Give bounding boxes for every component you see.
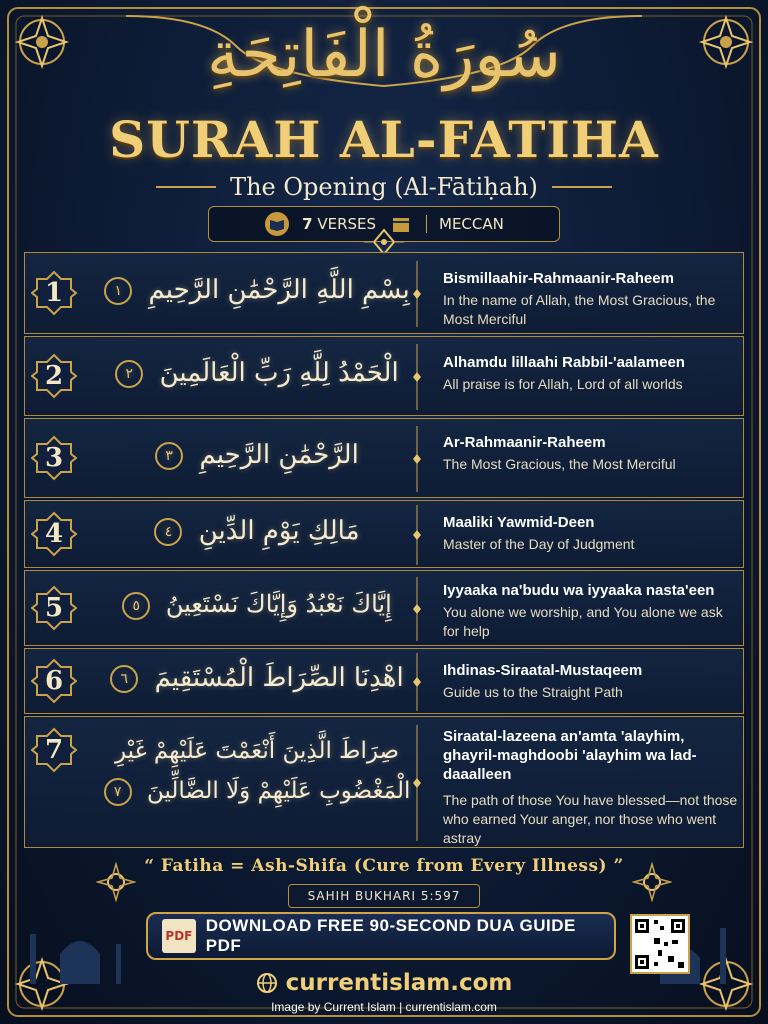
qr-code-icon[interactable] — [630, 914, 690, 974]
ayah-marker: ٧ — [104, 778, 132, 806]
subtitle: The Opening (Al-Fātiḥah) — [230, 173, 538, 201]
pdf-icon: PDF — [162, 919, 196, 953]
book-icon — [264, 211, 290, 237]
verse-transliteration: Siraatal-lazeena an'amta 'alayhim, ghayril-maghdoobi 'alayhim wa lad-daaalleen — [443, 728, 697, 783]
verse-translation: In the name of Allah, the Most Gracious, the Most Merciful — [443, 292, 716, 327]
ayah-marker: ١ — [104, 277, 132, 305]
verse-row-5 — [24, 570, 744, 646]
verse-translation: The path of those You have blessed—not those who earned Your anger, nor those who went astray — [443, 792, 738, 846]
verse-divider-icon — [413, 505, 421, 565]
download-pdf-button[interactable] — [146, 912, 616, 960]
verse-transliteration: Iyyaaka na'budu wa iyyaaka nasta'een — [443, 582, 715, 599]
verse-arabic: الْحَمْدُ لِلَّهِ رَبِّ الْعَالَمِينَ ٢ — [97, 358, 417, 388]
subtitle-divider-left — [156, 186, 216, 188]
title-arabic: سُورَةُ الْفَاتِحَةِ — [206, 18, 562, 92]
verse-divider-icon — [413, 725, 421, 841]
verse-number-badge: 5 — [31, 585, 77, 631]
verse-row-7 — [24, 716, 744, 848]
verse-number-badge: 4 — [31, 511, 77, 557]
image-credit: Image by Current Islam | currentislam.com — [271, 1000, 497, 1014]
verse-transliteration: Alhamdu lillaahi Rabbil-'aalameen — [443, 354, 685, 371]
verse-divider-icon — [413, 261, 421, 327]
verse-number-badge: 6 — [31, 658, 77, 704]
verse-translation: All praise is for Allah, Lord of all worlds — [443, 376, 683, 392]
verse-translation: Master of the Day of Judgment — [443, 536, 635, 552]
website-row — [0, 968, 768, 998]
verse-arabic: إِيَّاكَ نَعْبُدُ وَإِيَّاكَ نَسْتَعِينُ ٥ — [97, 590, 417, 620]
verse-divider-icon — [413, 426, 421, 492]
verse-translation: Guide us to the Straight Path — [443, 684, 623, 700]
website-link[interactable]: currentislam.com — [285, 970, 513, 996]
verse-arabic: صِرَاطَ الَّذِينَ أَنْعَمْتَ عَلَيْهِمْ غَيْرِ الْمَغْضُوبِ عَلَيْهِمْ وَلَا الضَّالِّينَ ٧ — [97, 731, 417, 811]
download-label: DOWNLOAD FREE 90-SECOND DUA GUIDE PDF — [205, 916, 576, 955]
verse-transliteration: Bismillaahir-Rahmaanir-Raheem — [443, 270, 674, 287]
hadith-source: SAHIH BUKHARI 5:597 — [288, 884, 480, 908]
verse-row-1 — [24, 252, 744, 334]
verses-label: VERSES — [317, 215, 377, 233]
verse-arabic: مَالِكِ يَوْمِ الدِّينِ ٤ — [97, 516, 417, 546]
verse-arabic: اهْدِنَا الصِّرَاطَ الْمُسْتَقِيمَ ٦ — [97, 663, 417, 693]
verse-row-6 — [24, 648, 744, 714]
verse-number-badge: 7 — [31, 727, 77, 773]
verse-transliteration: Maaliki Yawmid-Deen — [443, 514, 595, 531]
subtitle-divider-right — [552, 186, 612, 188]
hadith-quote: “ Fatiha = Ash-Shifa (Cure from Every Illness) ” — [144, 856, 624, 876]
verse-divider-icon — [413, 653, 421, 711]
verse-row-3 — [24, 418, 744, 498]
ayah-marker: ٣ — [155, 442, 183, 470]
ayah-marker: ٦ — [110, 665, 138, 693]
ayah-marker: ٢ — [115, 360, 143, 388]
verse-number-badge: 3 — [31, 435, 77, 481]
ayah-marker: ٤ — [154, 518, 182, 546]
verse-transliteration: Ihdinas-Siraatal-Mustaqeem — [443, 662, 643, 679]
info-separator — [426, 215, 427, 233]
globe-icon — [256, 972, 278, 994]
verse-translation: The Most Gracious, the Most Merciful — [443, 456, 676, 472]
verse-arabic: بِسْمِ اللَّهِ الرَّحْمَٰنِ الرَّحِيمِ ١ — [97, 275, 417, 305]
verse-number-badge: 2 — [31, 353, 77, 399]
verse-row-2 — [24, 336, 744, 416]
verses-count: 7 — [302, 215, 313, 233]
verse-row-4 — [24, 500, 744, 568]
subtitle-row — [0, 170, 768, 204]
title-english: SURAH AL-FATIHA — [109, 110, 659, 169]
verse-translation: You alone we worship, and You alone we ask for help — [443, 604, 723, 639]
verse-number-badge: 1 — [31, 270, 77, 316]
revelation-type: MECCAN — [439, 215, 504, 233]
verse-divider-icon — [413, 344, 421, 410]
verse-transliteration: Ar-Rahmaanir-Raheem — [443, 434, 606, 451]
verse-arabic: الرَّحْمَٰنِ الرَّحِيمِ ٣ — [97, 440, 417, 470]
verse-divider-icon — [413, 577, 421, 641]
ayah-marker: ٥ — [122, 592, 150, 620]
